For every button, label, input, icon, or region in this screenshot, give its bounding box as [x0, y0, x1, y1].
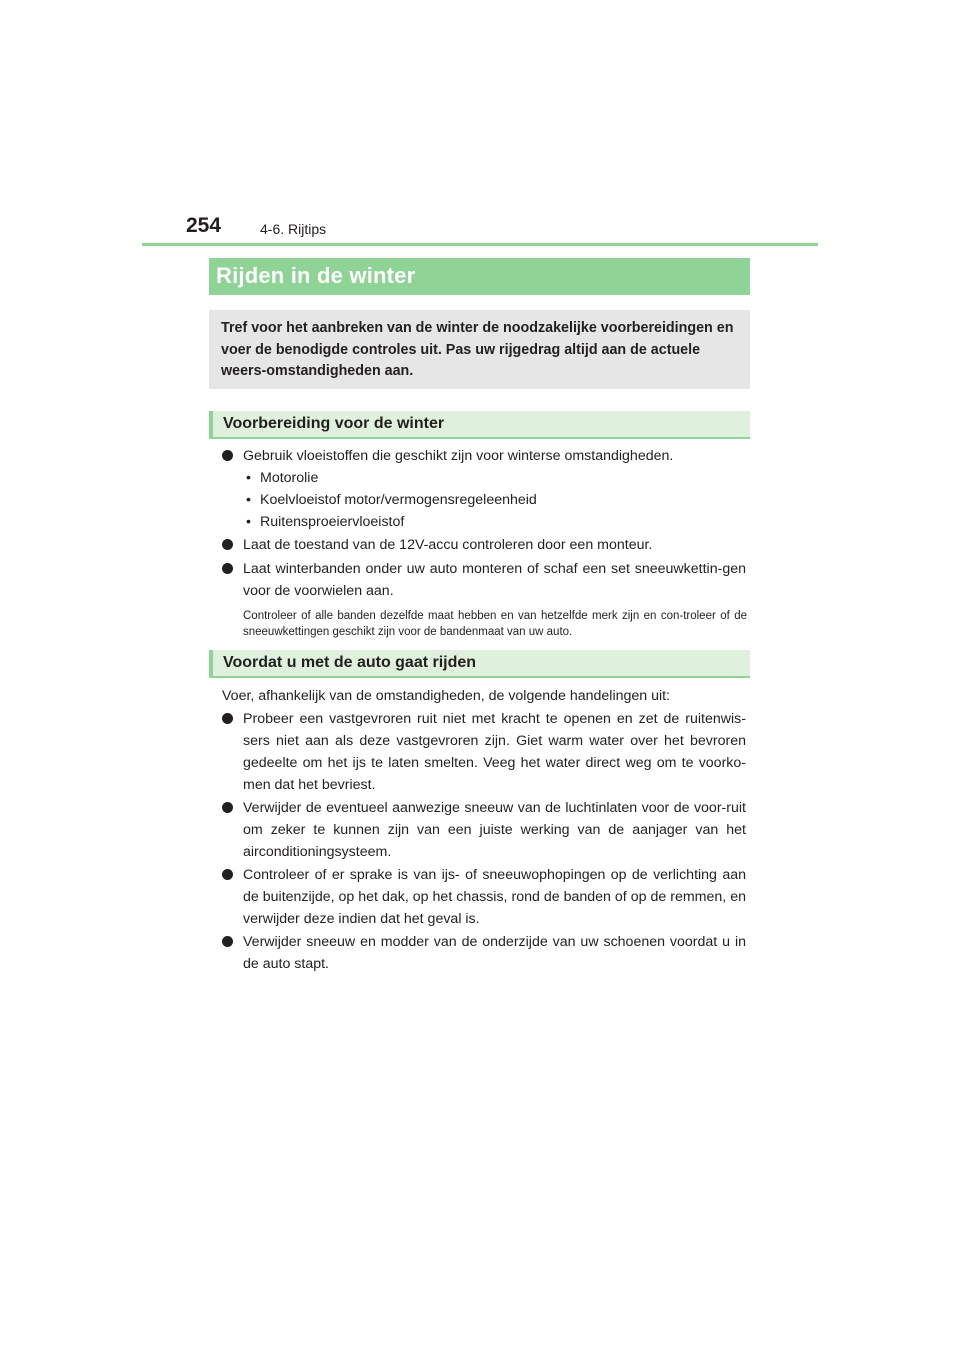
sub-bullet-icon: • [246, 514, 251, 530]
note-text: Controleer of alle banden dezelfde maat hebben en van hetzelfde merk zijn en con-troleer of de sneeuwkettingen geschikt zijn voor de bandenmaat van uw auto. [243, 610, 747, 638]
header-divider [142, 243, 818, 246]
bullet-icon [222, 563, 233, 574]
section-intro-text: Voer, afhankelijk van de omstandigheden, de volgende handelingen uit: [222, 688, 671, 704]
list-item-text: Controleer of er sprake is van ijs- of sneeuwophopingen op de verlichting aan de buitenzijde, op het dak, op het chassis, rond de banden of op de remmen, en verwijder deze indien dat het geval is. [243, 867, 746, 927]
intro-box [209, 310, 750, 389]
list-item-text: Gebruik vloeistoffen die geschikt zijn voor winterse omstandigheden. [243, 448, 674, 464]
page-title-band [209, 258, 750, 295]
section-heading-before-driving [209, 650, 750, 678]
page-number: 254 [186, 214, 222, 237]
sub-list-item-text: Koelvloeistof motor/vermogensregeleenheid [260, 492, 537, 508]
section-heading-text: Voorbereiding voor de winter [223, 415, 445, 432]
list-item [222, 864, 746, 930]
list-item [222, 708, 746, 796]
sub-bullet-icon: • [246, 492, 251, 508]
list-item [222, 931, 746, 975]
bullet-icon [222, 936, 233, 947]
section-label: 4-6. Rijtips [260, 221, 327, 237]
list-item-text: Verwijder de eventueel aanwezige sneeuw van de luchtinlaten voor de voor-ruit om zeker te kunnen zijn van een juiste werking van de aanjager van het airconditioningsysteem. [243, 800, 746, 860]
sub-list-item-text: Ruitensproeiervloeistof [260, 514, 405, 530]
page-header [186, 214, 818, 244]
sub-bullet-icon: • [246, 470, 251, 486]
bullet-icon [222, 713, 233, 724]
list-item [222, 558, 746, 602]
sub-list-item [246, 467, 318, 489]
bullet-icon [222, 450, 233, 461]
bullet-icon [222, 869, 233, 880]
bullet-icon [222, 802, 233, 813]
sub-list-item [246, 489, 537, 511]
page-title: Rijden in de winter [216, 263, 416, 288]
list-item-text: Laat de toestand van de 12V-accu controleren door een monteur. [243, 537, 653, 553]
list-item [222, 445, 746, 467]
list-item [222, 797, 746, 863]
list-item-text: Probeer een vastgevroren ruit niet met kracht te openen en zet de ruitenwis-sers niet aan als deze vastgevroren zijn. Giet warm water over het bevroren gedeelte om het ijs te laten smelten. Veeg het water direct weg om te voorko-men dat het bevriest. [243, 711, 746, 793]
section-heading-text: Voordat u met de auto gaat rijden [223, 654, 477, 671]
bullet-icon [222, 539, 233, 550]
intro-text: Tref voor het aanbreken van de winter de noodzakelijke voorbereidingen en voer de benodigde controles uit. Pas uw rijgedrag altijd aan de actuele weers-omstandigheden aan. [221, 320, 734, 379]
sub-list-item-text: Motorolie [260, 470, 319, 486]
list-item-text: Verwijder sneeuw en modder van de onderzijde van uw schoenen voordat u in de auto stapt. [243, 934, 746, 972]
sub-list-item [246, 511, 404, 533]
section-heading-winter-prep [209, 411, 750, 439]
list-item-text: Laat winterbanden onder uw auto monteren of schaf een set sneeuwkettin-gen voor de voorwielen aan. [243, 561, 746, 599]
list-item [222, 534, 746, 556]
